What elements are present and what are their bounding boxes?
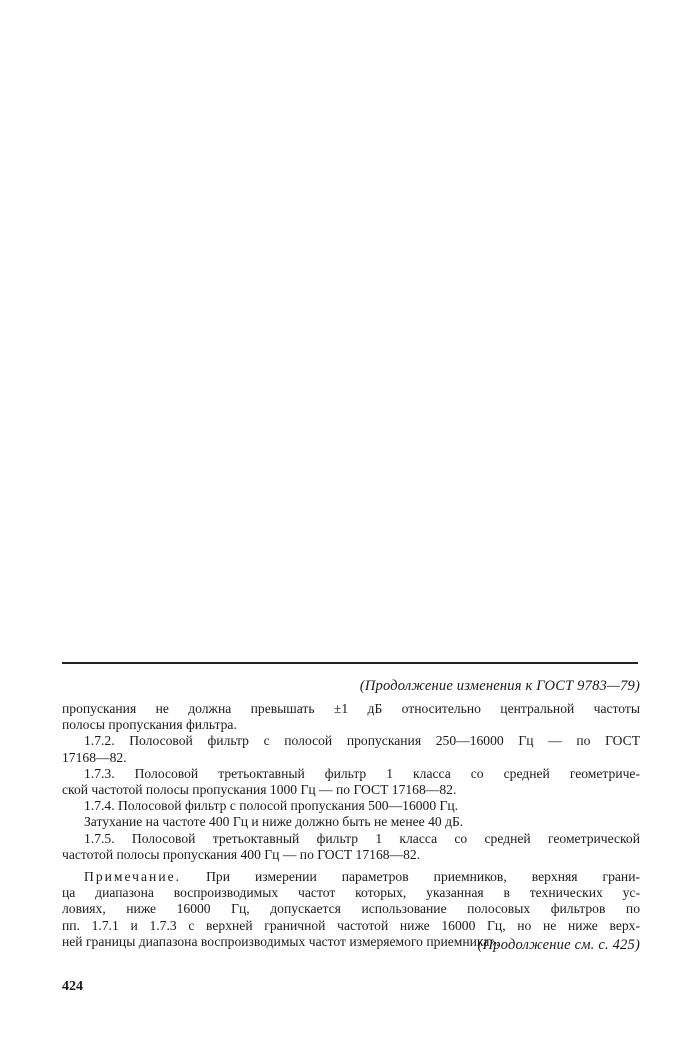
text-line: 1.7.3. Полосовой третьоктавный фильтр 1 класса со средней геометриче- <box>84 765 640 781</box>
paragraph-1-7-2 <box>62 733 640 765</box>
paragraph-attenuation <box>62 814 640 830</box>
document-body <box>62 701 640 950</box>
paragraph-1-7-3 <box>62 766 640 798</box>
text-line: ской частотой полосы пропускания 1000 Гц — по ГОСТ 17168—82. <box>62 782 457 798</box>
header-divider-rule <box>62 662 638 664</box>
paragraph-bandwidth-continuation <box>62 701 640 733</box>
paragraph-1-7-5 <box>62 831 640 863</box>
text-line: пропускания не должна превышать ±1 дБ относительно центральной частоты <box>62 701 640 716</box>
note-first-line-text: При измерении параметров приемников, верхняя грани- <box>206 869 640 885</box>
text-line: 1.7.2. Полосовой фильтр с полосой пропускания 250—16000 Гц — по ГОСТ <box>84 733 640 749</box>
page-number: 424 <box>62 979 83 994</box>
text-line: Затухание на частоте 400 Гц и ниже должно быть не менее 40 дБ. <box>84 814 464 830</box>
text-line: ней границы диапазона воспроизводимых частот измеряемого приемника». <box>62 933 500 949</box>
text-line: 1.7.5. Полосовой третьоктавный фильтр 1 класса со средней геометрической <box>84 830 640 846</box>
text-line: 17168—82. <box>62 749 127 765</box>
continuation-header-note: (Продолжение изменения к ГОСТ 9783—79) <box>359 678 640 694</box>
text-line: ловиях, ниже 16000 Гц, допускается использование полосовых фильтров по <box>62 901 640 917</box>
text-line: полосы пропускания фильтра. <box>62 717 237 733</box>
continuation-footer-note: (Продолжение см. с. 425) <box>477 937 640 953</box>
paragraph-1-7-4 <box>62 798 640 814</box>
note-first-line <box>62 869 640 885</box>
note-label: Примечание. <box>84 869 182 885</box>
text-line: 1.7.4. Полосовой фильтр с полосой пропускания 500—16000 Гц. <box>84 798 459 814</box>
text-line: частотой полосы пропускания 400 Гц — по ГОСТ 17168—82. <box>62 846 421 862</box>
text-line: пп. 1.7.1 и 1.7.3 с верхней граничной частотой ниже 16000 Гц, но не ниже верх- <box>62 917 640 933</box>
text-line: ца диапазона воспроизводимых частот которых, указанная в технических ус- <box>62 885 640 901</box>
